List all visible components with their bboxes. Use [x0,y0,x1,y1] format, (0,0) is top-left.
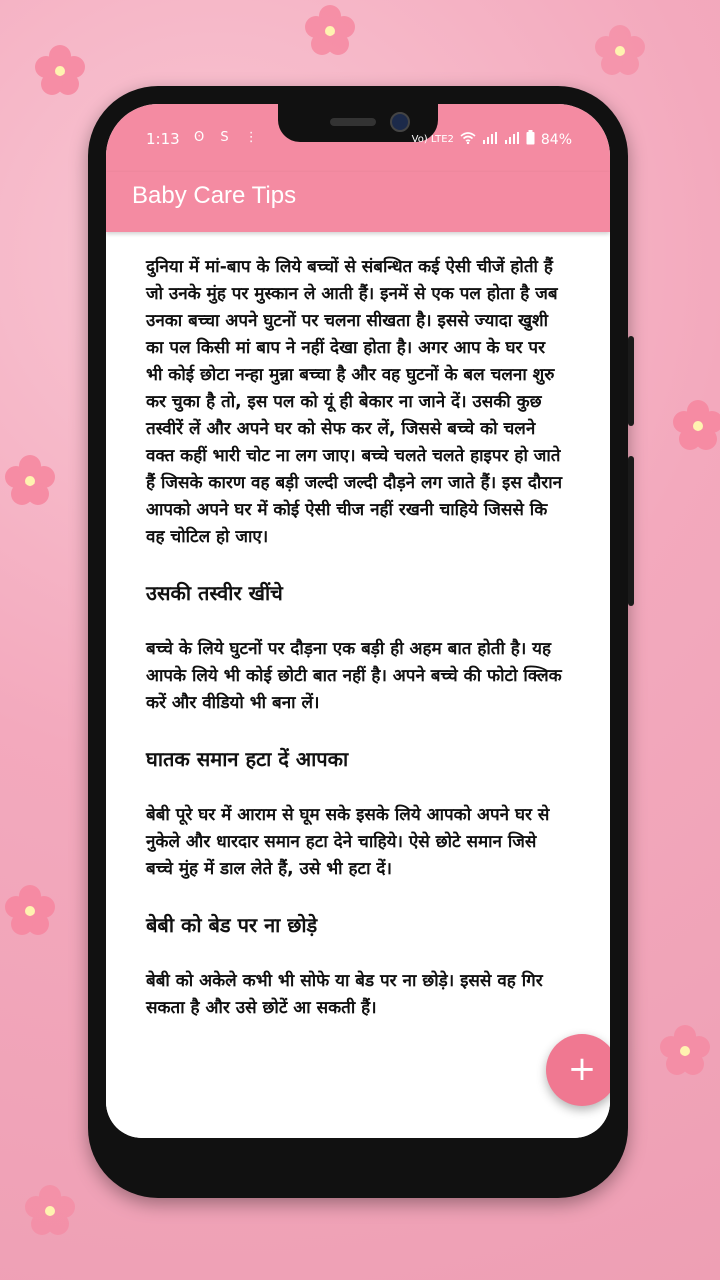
status-right [412,130,572,149]
flower-decoration-icon [590,20,650,80]
screen [106,104,610,1138]
article-content [146,254,564,1022]
app-title: Baby Care Tips [132,182,297,209]
flower-decoration-icon [655,1020,715,1080]
phone-frame [88,86,628,1198]
signal-icon [482,132,498,148]
section-heading: उसकी तस्वीर खींचे [146,581,283,605]
status-bar [106,104,610,172]
flower-decoration-icon [20,1180,80,1240]
section-paragraph: बच्चे के लिये घुटनों पर दौड़ना एक बड़ी ही अहम बात होती है। यह आपके लिये भी कोई छोटी बात नहीं है। अपने बच्चे की फोटो क्लिक करें और वीडियो भी बना लें। [146,639,562,713]
flower-decoration-icon [30,40,90,100]
signal-icon [504,132,520,148]
app-bar [106,172,610,232]
volume-button [628,336,634,426]
battery-icon [526,130,535,149]
power-button [628,456,634,606]
battery-percent: 84% [540,131,572,148]
section-paragraph: बेबी पूरे घर में आराम से घूम सके इसके लिये आपको अपने घर से नुकेले और धारदार समान हटा देने चाहिये। ऐसे छोटे समान जिसे बच्चे मुंह में डाल लेते हैं, उसे भी हटा दें। [146,805,550,879]
flower-decoration-icon [668,395,720,455]
flower-decoration-icon [0,880,60,940]
section-heading: घातक समान हटा दें आपका [146,747,349,771]
flower-decoration-icon [0,450,60,510]
network-label: Vo) LTE2 [411,134,454,145]
camera-icon [390,112,410,132]
add-button[interactable]: + [546,1034,610,1106]
bottom-edge [106,1102,610,1138]
section-heading: बेबी को बेड पर ना छोड़े [146,913,318,937]
article-intro: दुनिया में मां-बाप के लिये बच्चों से संबन्धित कई ऐसी चीजें होती हैं जो उनके मुंह पर मुस्कान ले आती हैं। इनमें से एक पल होता है जब उनका बच्चा अपने घुटनों पर चलना सीखता है। इससे ज्यादा खुशी का पल किसी मां बाप ने नहीं देखा होता है। अगर आप के घर पर भी कोई छोटा नन्हा मुन्ना बच्चा है और वह घुटनों के बल चलना शुरु कर चुका है तो, इस पल को यूं ही बेकार ना जाने दें। उसकी कुछ तस्वीरें लें और अपने घर को सेफ कर लें, जिससे बच्चे को चलने वक्त कहीं भारी चोट ना लग जाए। बच्चे चलते चलते हाइपर हो जाते हैं जिसके कारण वह बड़ी जल्दी जल्दी दौड़ने लग जाते हैं। इस दौरान आपको अपने घर में कोई ऐसी चीज नहीं रखनी चाहिये जिससे कि वह चोटिल हो जाए। [146,257,563,547]
wifi-icon [460,132,476,148]
notification-icons: ʘ S ⋮ [194,130,264,145]
flower-decoration-icon [300,0,360,60]
speaker-icon [330,118,376,126]
status-time: 1:13 [146,130,180,148]
section-paragraph: बेबी को अकेले कभी भी सोफे या बेड पर ना छोड़े। इससे वह गिर सकता है और उसे छोटें आ सकती हैं। [146,971,543,1018]
